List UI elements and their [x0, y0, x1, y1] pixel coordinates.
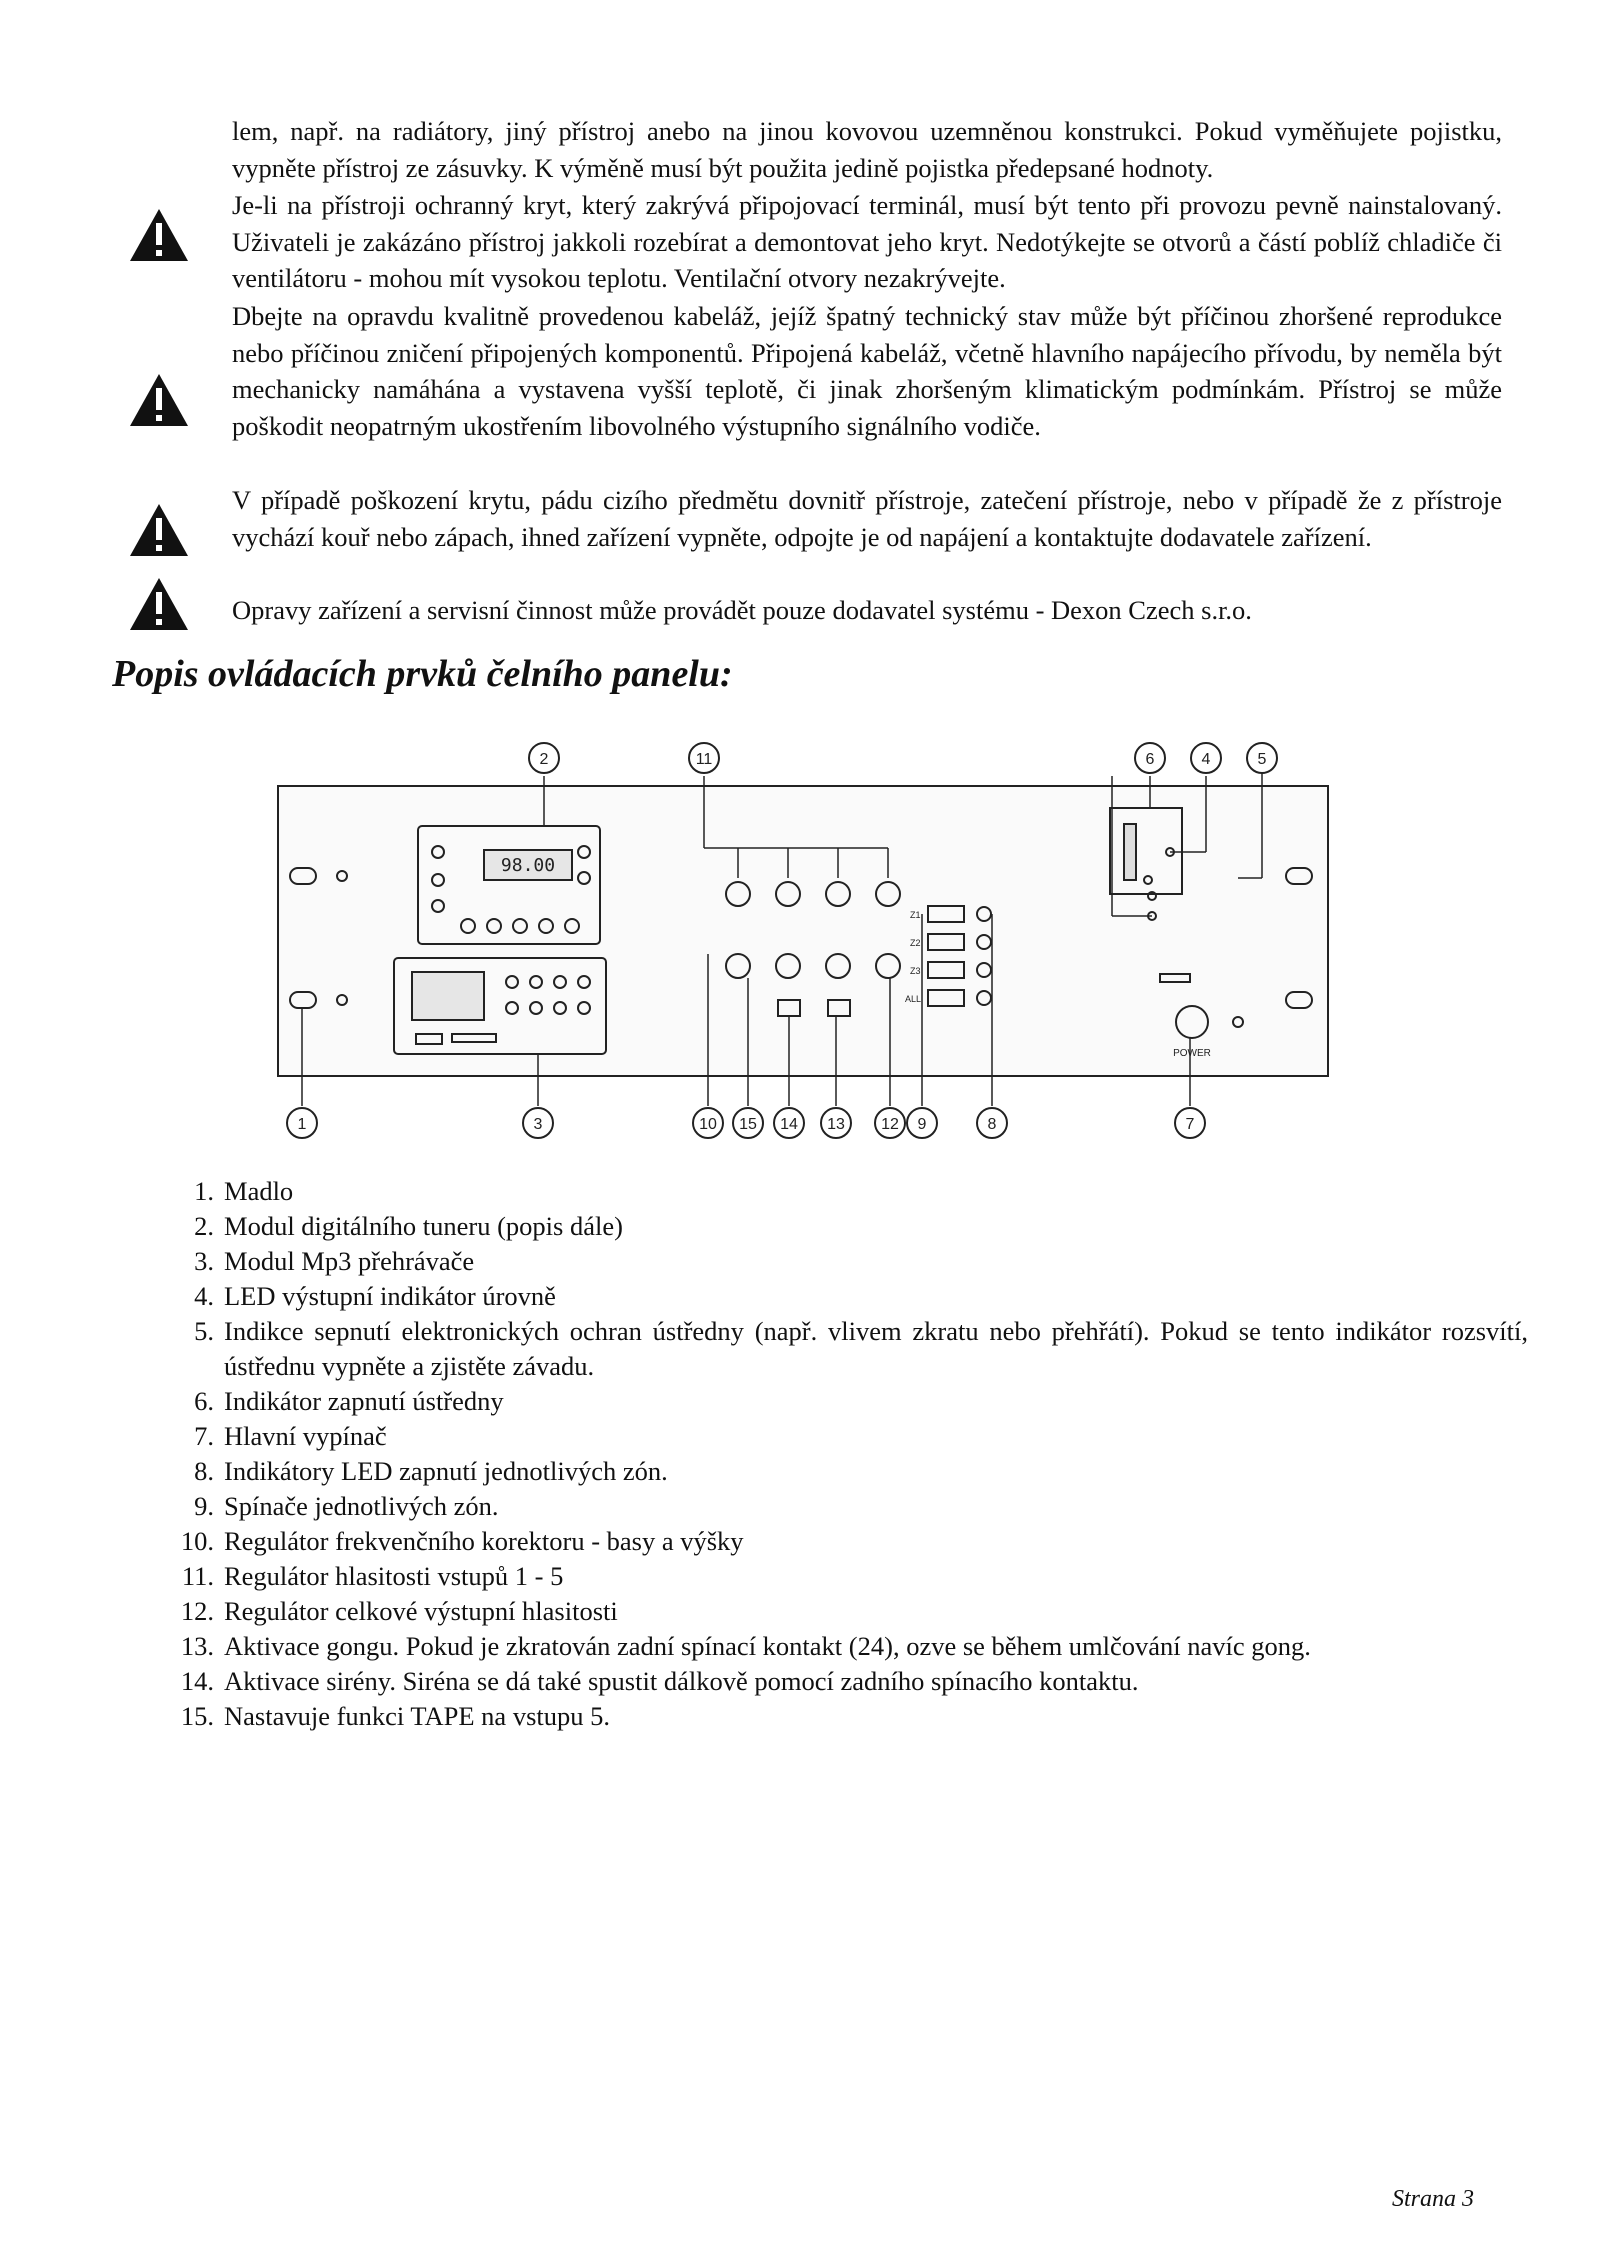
callout-7 — [1175, 1108, 1205, 1138]
zone-label: Z1 — [910, 910, 921, 920]
callout-15 — [733, 1108, 763, 1138]
callout-14 — [774, 1108, 804, 1138]
list-item: 6. Indikátor zapnutí ústředny — [194, 1386, 504, 1416]
svg-text:1: 1 — [297, 1116, 307, 1133]
list-item: 15. Nastavuje funkci TAPE na vstupu 5. — [180, 1701, 610, 1731]
svg-text:8: 8 — [987, 1116, 997, 1133]
callout-1 — [287, 1108, 317, 1138]
svg-text:11: 11 — [695, 751, 713, 768]
list-item: 9. Spínače jednotlivých zón. — [194, 1491, 499, 1521]
list-item: 7. Hlavní vypínač — [194, 1421, 387, 1451]
svg-text:6: 6 — [1145, 751, 1155, 768]
warning-triangle-icon — [128, 207, 190, 263]
callout-12 — [875, 1108, 905, 1138]
callout-8 — [977, 1108, 1007, 1138]
svg-text:5: 5 — [1257, 751, 1267, 768]
callouts-top — [529, 743, 1277, 773]
warning-paragraph-5: Opravy zařízení a servisní činnost může provádět pouze dodavatel systému - Dexon Czech s.r.o. — [232, 595, 1252, 625]
svg-text:4: 4 — [1201, 751, 1211, 768]
list-item: 11. Regulátor hlasitosti vstupů 1 - 5 — [181, 1561, 564, 1591]
list-item: 8. Indikátory LED zapnutí jednotlivých zón. — [194, 1456, 668, 1486]
svg-text:2: 2 — [539, 751, 549, 768]
output-led-bar — [1124, 824, 1136, 880]
warning-triangle-icon — [128, 502, 190, 558]
callout-13 — [821, 1108, 851, 1138]
svg-text:13: 13 — [827, 1116, 845, 1133]
callout-5 — [1247, 743, 1277, 773]
svg-text:10: 10 — [699, 1116, 717, 1133]
list-item: 1. Madlo — [194, 1176, 294, 1206]
warning-paragraph-4: V případě poškození krytu, pádu cizího předmětu dovnitř přístroje, zatečení přístroje, nebo v případě že z přístroje vychází kouř nebo zápach, ihned zařízení vypněte, odpojte je od napájení a kontaktujte dodavatele zařízení. — [232, 485, 1502, 552]
list-item: 3. Modul Mp3 přehrávače — [194, 1246, 475, 1276]
callout-4 — [1191, 743, 1221, 773]
warning-triangle-icon — [128, 372, 190, 428]
warning-triangle-icon — [128, 576, 190, 632]
section-title: Popis ovládacích prvků čelního panelu: — [112, 653, 733, 695]
svg-text:15: 15 — [739, 1116, 757, 1133]
callout-9 — [907, 1108, 937, 1138]
controls-legend — [168, 1174, 1528, 1734]
front-panel-figure — [272, 728, 1336, 1152]
callout-10 — [693, 1108, 723, 1138]
callout-6 — [1135, 743, 1165, 773]
svg-text:14: 14 — [780, 1116, 798, 1133]
zone-label: Z3 — [910, 966, 921, 976]
page-number: Strana 3 — [1391, 2186, 1474, 2212]
list-item: 12. Regulátor celkové výstupní hlasitosti — [180, 1596, 618, 1626]
list-item: 4. LED výstupní indikátor úrovně — [194, 1281, 556, 1311]
svg-text:9: 9 — [917, 1116, 927, 1133]
zone-label: Z2 — [910, 938, 921, 948]
callout-2 — [529, 743, 559, 773]
callout-11 — [689, 743, 719, 773]
list-item: 14. Aktivace sirény. Siréna se dá také spustit dálkově pomocí zadního spínacího kontaktu. — [180, 1666, 1139, 1696]
tuner-display: 98.00 — [500, 855, 556, 876]
list-item: 10. Regulátor frekvenčního korektoru - basy a výšky — [180, 1526, 744, 1556]
svg-text:12: 12 — [881, 1116, 899, 1133]
warning-paragraph-3: Dbejte na opravdu kvalitně provedenou kabeláž, jejíž špatný technický stav může být příčinou zhoršené reprodukce nebo příčinou zničení připojených komponentů. Připojená kabeláž, včetně hlavního napájecího přívodu, by neměla být mechanicky namáhána a vystavena vyšší teplotě, či jinak zhoršeným klimatickým podmínkám. Přístroj se může poškodit neopatrným ukostřením libovolného výstupního signálního vodiče. — [232, 301, 1502, 441]
power-label: POWER — [1173, 1048, 1211, 1059]
list-item: 13. Aktivace gongu. Pokud je zkratován zadní spínací kontakt (24), ozve se během umlčování navíc gong. — [180, 1631, 1311, 1661]
chassis-outline — [278, 786, 1328, 1076]
svg-text:3: 3 — [533, 1116, 543, 1133]
zone-label: ALL — [905, 994, 922, 1004]
list-item: 2. Modul digitálního tuneru (popis dále) — [194, 1211, 623, 1241]
list-item: 5. Indikce sepnutí elektronických ochran ústředny (např. vlivem zkratu nebo přehřátí). Pokud se tento indikátor rozsvítí, ústřednu vypněte a zjistěte závadu. — [194, 1316, 1528, 1381]
callout-3 — [523, 1108, 553, 1138]
svg-text:7: 7 — [1185, 1116, 1195, 1133]
warning-paragraph-1: lem, např. na radiátory, jiný přístroj anebo na jinou kovovou uzemněnou konstrukci. Pokud vyměňujete pojistku, vypněte přístroj ze zásuvky. K výměně musí být použita jedině pojistka předepsané hodnoty. — [232, 116, 1502, 183]
warning-paragraph-2: Je-li na přístroji ochranný kryt, který zakrývá připojovací terminál, musí být tento při provozu pevně nainstalovaný. Uživateli je zakázáno přístroj jakkoli rozebírat a demontovat jeho kryt. Nedotýkejte se otvorů a částí poblíž chladiče či ventilátoru - mohou mít vysokou teplotu. Ventilační otvory nezakrývejte. — [232, 190, 1502, 293]
callouts-bottom — [287, 1108, 1205, 1138]
